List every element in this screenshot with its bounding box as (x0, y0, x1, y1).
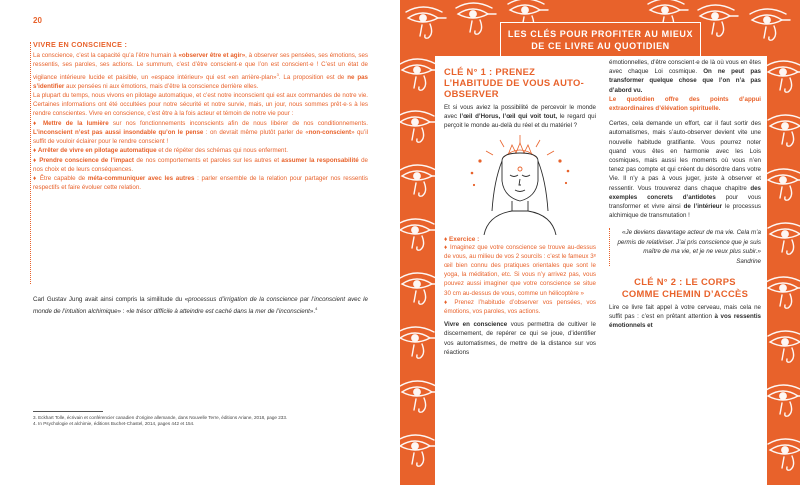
col-b-paragraph-1: émotionnelles, d’être conscient·e de là où vous en êtes avec chaque Loi cosmique. On ne peut pas transformer quelque chose que l’on n’a pas d’abord vu. (609, 59, 761, 94)
lozenge-bullet-icon: ♦ (33, 156, 37, 164)
footnote-3: 3. Eckhart Tolle, écrivain et conférencier canadien d’origine allemande, dans Nouvelle Terre, éditions Ariane, 2018, page 233. (33, 415, 288, 420)
lozenge-bullet-icon: ♦ (444, 298, 450, 306)
cle-1-title: CLÉ N° 1 : PRENEZ L’HABITUDE DE VOUS AUTO-OBSERVER (444, 66, 585, 99)
vivre-paragraph: Vivre en conscience vous permettra de cultiver le discernement, de repérer ce qui se joue, d’identifier vos automatismes, de mettre de la distance sur vos réactions (444, 321, 596, 356)
exercise-heading: ♦ Exercice : (444, 235, 480, 243)
col-b-paragraph-2: Certes, cela demande un effort, car il faut sortir des automatismes, mais s’auto-observer devient vite une nouvelle habitude gratifiante. Vous pourrez noter quand vous êtes en harmonie avec les Lois cosmiques, mais aussi les moments où vous n’en tenez pas compte et qui créent du désordre dans votre Vie. Il n’y a pas à vous juger, juste à observer et ressentir. Vous trouverez dans chaque chapitre des exemples concrets d’antidotes pour vous transformer et vivre ainsi de l’intérieur le processus alchimique de transmutation ! (609, 120, 761, 220)
testimonial-quote (609, 228, 761, 266)
box-paragraph-1: La conscience, c’est la capacité qu’a l’être humain à «observer être et agir», à observer ses pensées, ses émotions, ses ressentis, ses paroles, ses actions. Le summum, c’est d’être conscient·e que l’on est conscient·e ! C’est un état de vigilance intérieure lucide et paisible, un «espace intérieur» qui est «en arrière-plan»$^3$. La proposition est de ne pas s’identifier aux pensées ni aux émotions, mais d’être la conscience derrière elles. (33, 52, 368, 90)
content-card (435, 56, 767, 485)
lozenge-bullet-icon: ♦ (33, 119, 39, 127)
lozenge-bullet-icon: ♦ (444, 243, 448, 251)
footnotes (33, 415, 333, 428)
testimonial-author: Sandrine (736, 257, 761, 265)
footnote-divider (33, 411, 103, 412)
section-title-box (500, 22, 701, 58)
box-bullet-2: ♦ Arrêter de vivre en pilotage automatique et de répéter des schémas qui nous enferment. (33, 147, 288, 155)
lozenge-bullet-icon: ♦ (444, 235, 448, 243)
highlight-paragraph: Le quotidien offre des points d’appui extraordinaires d’élévation spirituelle. (609, 95, 761, 113)
woman-face-illustration (444, 131, 596, 235)
box-bullet-3: ♦ Prendre conscience de l’impact de nos comportements et paroles sur les autres et assumer la responsabilité de nos choix et de leurs conséquences. (33, 156, 368, 173)
box-heading: VIVRE EN CONSCIENCE : (33, 40, 128, 49)
vivre-en-conscience-box (33, 40, 368, 192)
lozenge-bullet-icon: ♦ (33, 147, 37, 155)
section-title-line-2: DE CE LIVRE AU QUOTIDIEN (531, 41, 670, 51)
section-title-line-1: LES CLÉS POUR PROFITER AU MIEUX (507, 29, 694, 39)
intro-paragraph: Et si vous aviez la possibilité de percevoir le monde avec l’œil d’Horus, l’œil qui voit tout, le regard qui perçoit le monde au-delà du réel et du matériel ? (444, 104, 596, 130)
jung-paragraph: Carl Gustav Jung avait ainsi compris la similitude du «processus d’irrigation de la conscience par l’inconscient avec le monde de l’intuition alchimique» : «le trésor difficile à atteindre est caché dans la mer de l’inconscient».$^4$ (33, 296, 368, 316)
footnote-4: 4. In Psychologie et alchimie, éditions Buchet-Chastel, 2014, pages 442 et 154. (33, 421, 195, 427)
cle-2-title: CLÉ N° 2 : LE CORPS COMME CHEMIN D’ACCÈS (621, 276, 749, 299)
cle-2-paragraph: Lire ce livre fait appel à votre cerveau, mais cela ne suffit pas : c’est en prêtant attention à vos ressentis émotionnels et (609, 304, 761, 330)
box-bullet-1: ♦ Mettre de la lumière sur nos fonctionnements inconscients afin de nous libérer de nos conditionnements. L’inconscient n’est pas aussi insondable qu’on le pense : on devrait même plutôt parler de «non-conscient» qu’il suffit de vouloir éclairer pour le rendre conscient ! (33, 119, 368, 146)
testimonial-text: «Je deviens davantage acteur de ma vie. Cela m’a permis de relativiser. J’ai pris conscience que je suis maître de ma vie, et je ne veux plus subir.» (617, 229, 761, 256)
box-paragraph-2: La plupart du temps, nous vivons en pilotage automatique, et c’est notre inconscient qui est aux commandes de notre vie. Certaines informations ont été occultées pour notre sécurité et notre survie, mais, un jour, nous sommes prêt·e·s à les rendre conscientes. Vivre en conscience, c’est être à la fois acteur et témoin de notre vie pour : (33, 92, 368, 118)
exercise-item-1: ♦ Imaginez que votre conscience se trouve au-dessus de vous, au milieu de vos 2 sourcils : c’est le fameux 3ᵉ œil bien connu des pratiques orientales que sont le yoga, la méditation, etc. Si vous n’y arrivez pas, vous pouvez aussi imaginer que votre conscience se situe 30 cm au-dessus de vous, comme un hélicoptère » (444, 243, 596, 297)
column-left (444, 66, 596, 357)
page-number: 20 (33, 16, 42, 25)
lozenge-bullet-icon: ♦ (33, 174, 38, 182)
dotted-margin-rule (30, 42, 31, 284)
box-bullet-4: ♦ Être capable de méta-communiquer avec les autres : parler ensemble de la relation pour partager nos ressentis respectifs et faire évoluer cette relation. (33, 174, 368, 192)
right-page (400, 0, 800, 485)
column-right (609, 58, 761, 331)
exercise-item-2: ♦ Prenez l’habitude d’observer vos pensées, vos émotions, vos paroles, vos actions. (444, 298, 596, 316)
